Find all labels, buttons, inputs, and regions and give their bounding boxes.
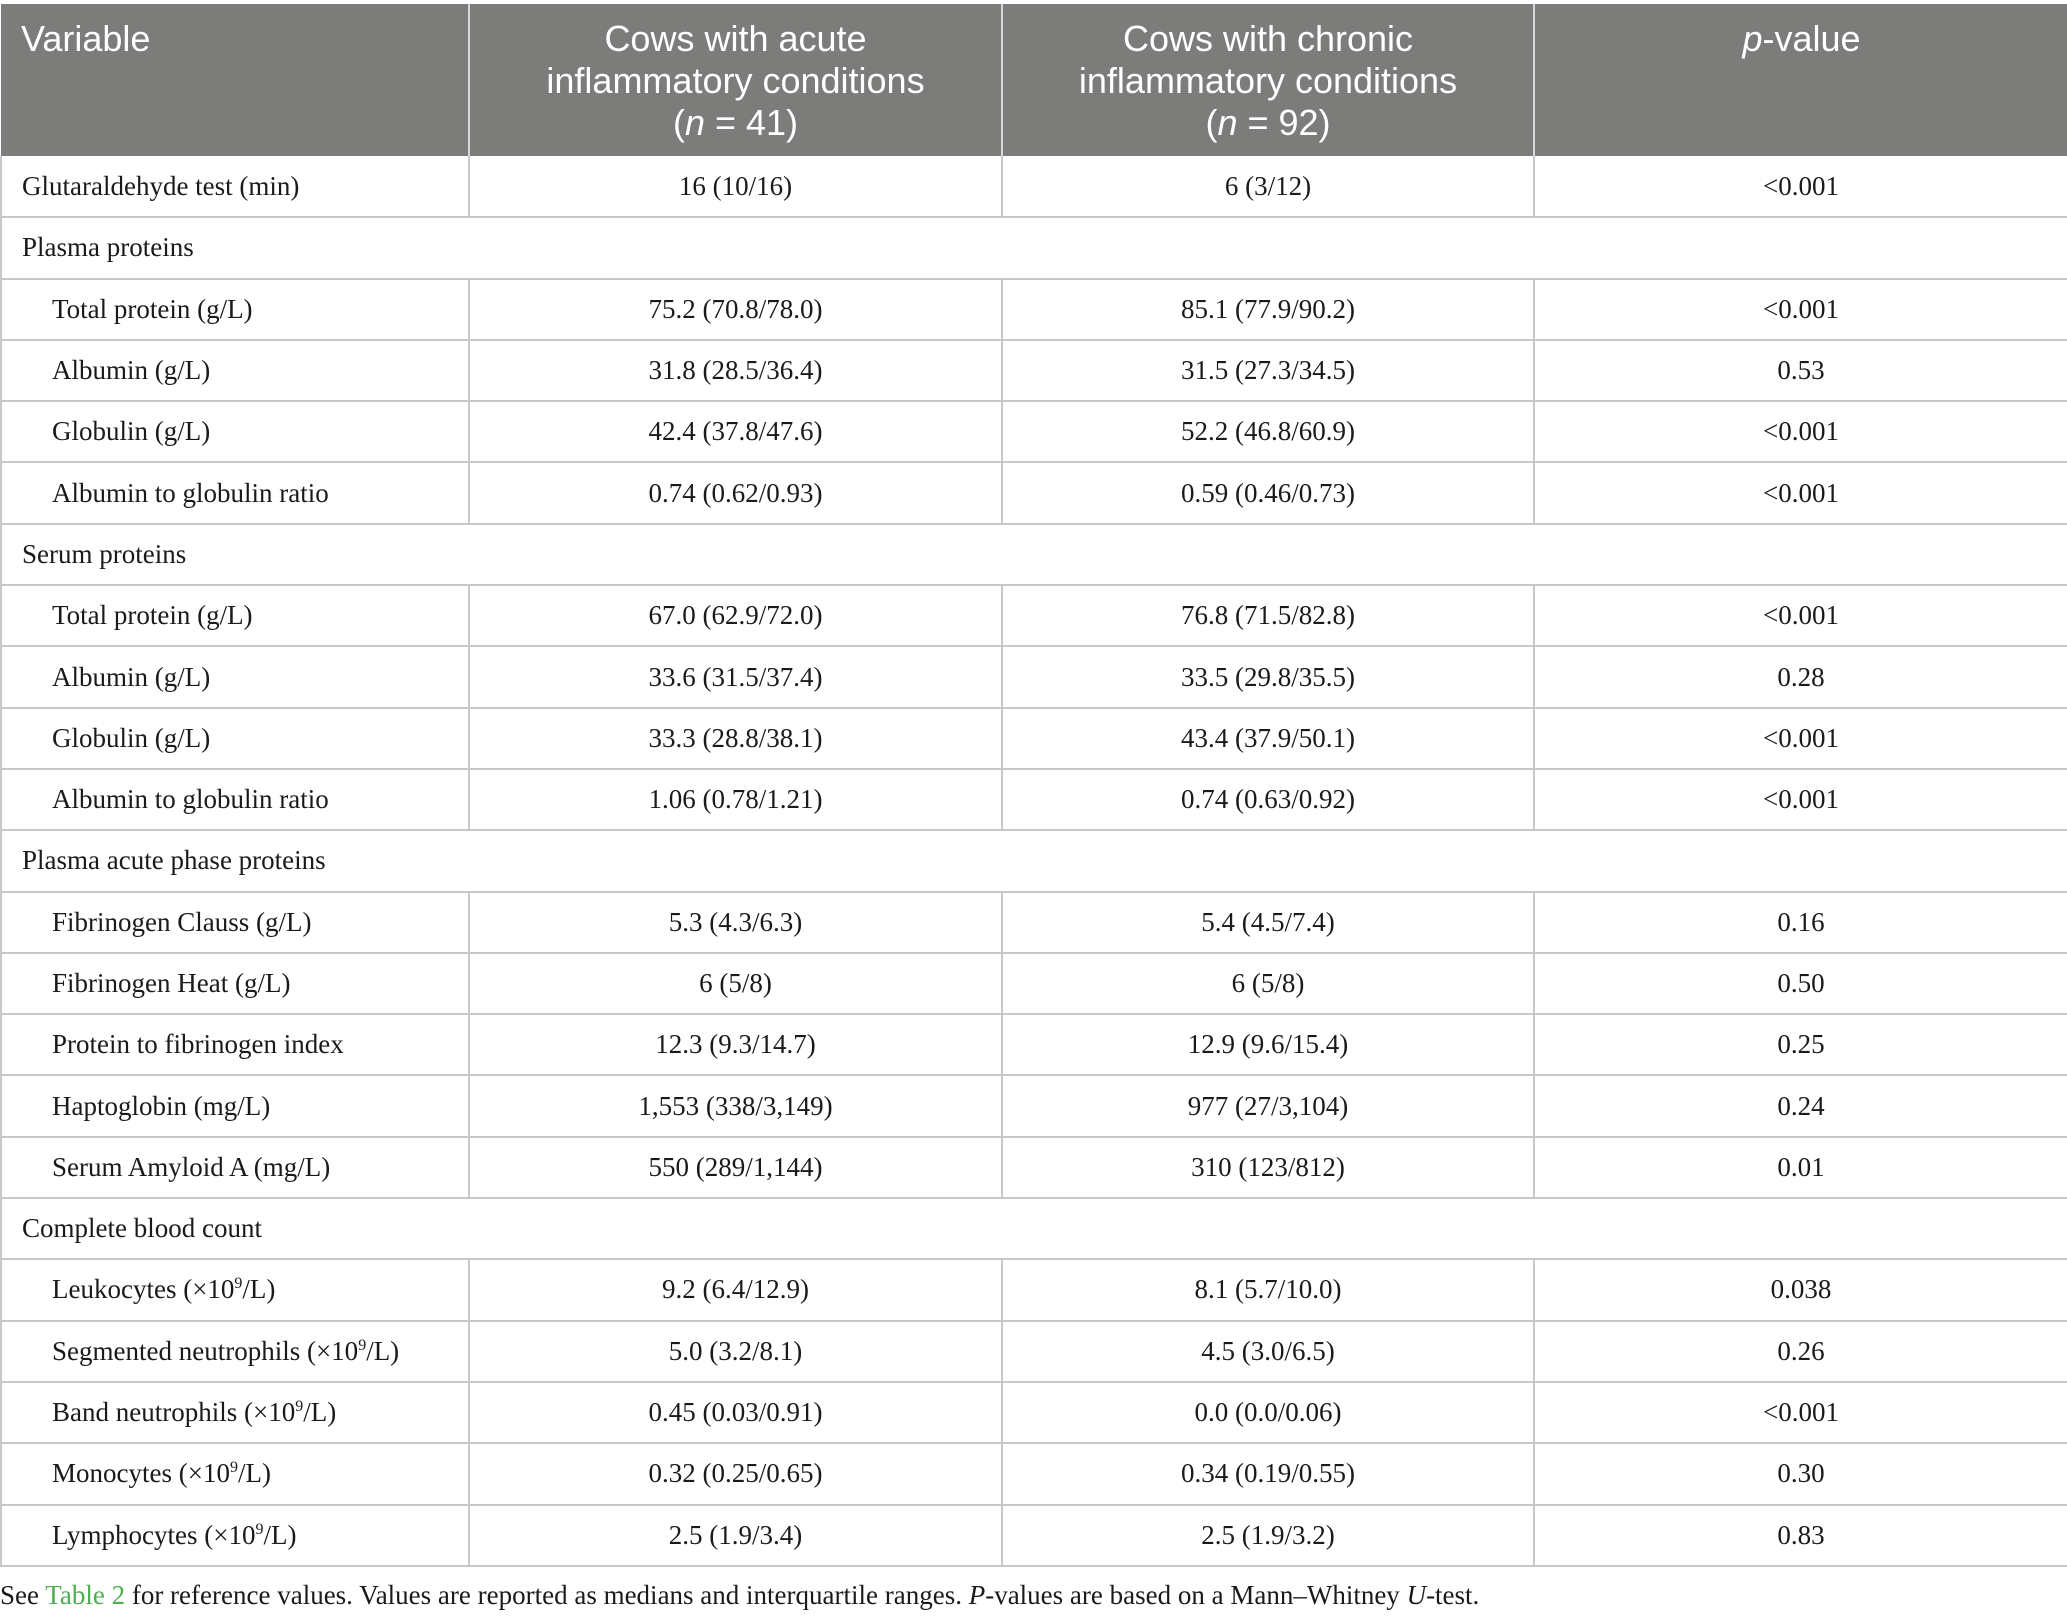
header-acute-line2: inflammatory conditions [546,60,925,101]
row-label: Fibrinogen Heat (g/L) [1,953,469,1014]
acute-value: 75.2 (70.8/78.0) [469,279,1002,340]
label-text: Leukocytes (×10 [52,1274,235,1305]
row-label: Albumin (g/L) [1,340,469,401]
footnote-text-1: for reference values. Values are reported as medians and interquartile ranges. [125,1580,969,1610]
acute-value: 31.8 (28.5/36.4) [469,340,1002,401]
p-value: 0.16 [1534,892,2067,953]
row-label: Albumin to globulin ratio [1,769,469,830]
data-table-container [0,4,2067,1567]
label-text: Band neutrophils (×10 [52,1397,296,1428]
footnote-p: P [968,1580,986,1610]
section-serum-proteins: Serum proteins [1,524,2067,585]
row-label: Total protein (g/L) [1,585,469,646]
label-text: Lymphocytes (×10 [52,1519,256,1550]
chronic-value: 43.4 (37.9/50.1) [1002,708,1534,769]
label-unit: /L) [366,1335,400,1366]
header-variable [1,4,469,156]
row-label [1,1382,469,1443]
chronic-value: 977 (27/3,104) [1002,1075,1534,1136]
chronic-value: 0.59 (0.46/0.73) [1002,462,1534,523]
acute-value: 33.6 (31.5/37.4) [469,646,1002,707]
row-label [1,1443,469,1504]
label-superscript: 9 [234,1275,243,1293]
row-label: Fibrinogen Clauss (g/L) [1,892,469,953]
section-complete-blood-count: Complete blood count [1,1198,2067,1259]
acute-value: 5.0 (3.2/8.1) [469,1321,1002,1382]
row-label [1,1321,469,1382]
footnote-u: U [1406,1580,1427,1610]
chronic-value: 0.34 (0.19/0.55) [1002,1443,1534,1504]
chronic-value: 4.5 (3.0/6.5) [1002,1321,1534,1382]
header-acute-n-suffix: = 41) [704,102,799,143]
acute-value: 2.5 (1.9/3.4) [469,1505,1002,1566]
p-value: 0.83 [1534,1505,2067,1566]
section-plasma-proteins: Plasma proteins [1,217,2067,278]
chronic-value: 76.8 (71.5/82.8) [1002,585,1534,646]
table-row [1,462,2067,523]
p-value: 0.25 [1534,1014,2067,1075]
table-row [1,1443,2067,1504]
row-label: Albumin (g/L) [1,646,469,707]
p-value: 0.26 [1534,1321,2067,1382]
table-row [1,340,2067,401]
acute-value: 1.06 (0.78/1.21) [469,769,1002,830]
p-value: <0.001 [1534,156,2067,217]
section-acute-phase-proteins: Plasma acute phase proteins [1,830,2067,891]
p-value: 0.30 [1534,1443,2067,1504]
row-label [1,1505,469,1566]
chronic-value: 6 (5/8) [1002,953,1534,1014]
p-value: <0.001 [1534,708,2067,769]
header-chronic-n-prefix: ( [1205,102,1218,143]
row-label: Globulin (g/L) [1,401,469,462]
p-value: <0.001 [1534,462,2067,523]
table-row [1,1259,2067,1320]
row-label: Serum Amyloid A (mg/L) [1,1137,469,1198]
p-value: 0.28 [1534,646,2067,707]
table-footnote [0,1580,2067,1611]
table-row [1,1014,2067,1075]
table-row [1,279,2067,340]
header-chronic-line2: inflammatory conditions [1078,60,1458,101]
label-unit: /L) [263,1519,297,1550]
chronic-value: 0.74 (0.63/0.92) [1002,769,1534,830]
section-row [1,830,2067,891]
chronic-value: 52.2 (46.8/60.9) [1002,401,1534,462]
chronic-value: 85.1 (77.9/90.2) [1002,279,1534,340]
header-chronic-n: n [1217,102,1238,143]
header-acute [469,4,1002,156]
header-acute-line1: Cows with acute [604,18,867,59]
table-row [1,1075,2067,1136]
acute-value: 12.3 (9.3/14.7) [469,1014,1002,1075]
row-label [1,1259,469,1320]
acute-value: 0.32 (0.25/0.65) [469,1443,1002,1504]
chronic-value: 12.9 (9.6/15.4) [1002,1014,1534,1075]
label-superscript: 9 [255,1520,264,1538]
footnote-see: See [0,1580,46,1610]
section-row [1,1198,2067,1259]
acute-value: 42.4 (37.8/47.6) [469,401,1002,462]
section-row [1,217,2067,278]
p-value: 0.50 [1534,953,2067,1014]
table-row [1,769,2067,830]
row-label: Globulin (g/L) [1,708,469,769]
table-header [1,4,2067,156]
p-value: <0.001 [1534,1382,2067,1443]
chronic-value: 33.5 (29.8/35.5) [1002,646,1534,707]
p-value: <0.001 [1534,769,2067,830]
label-text: Segmented neutrophils (×10 [52,1335,359,1366]
p-value: 0.01 [1534,1137,2067,1198]
header-acute-n: n [684,102,705,143]
table-row [1,1505,2067,1566]
p-value: 0.53 [1534,340,2067,401]
header-chronic-line1: Cows with chronic [1122,18,1414,59]
table-row [1,1382,2067,1443]
acute-value: 0.74 (0.62/0.93) [469,462,1002,523]
header-acute-n-prefix: ( [672,102,685,143]
acute-value: 33.3 (28.8/38.1) [469,708,1002,769]
acute-value: 9.2 (6.4/12.9) [469,1259,1002,1320]
chronic-value: 6 (3/12) [1002,156,1534,217]
chronic-value: 0.0 (0.0/0.06) [1002,1382,1534,1443]
table-row [1,646,2067,707]
label-text: Monocytes (×10 [52,1458,230,1489]
row-label: Albumin to globulin ratio [1,462,469,523]
table-row [1,708,2067,769]
table-row [1,401,2067,462]
label-unit: /L) [237,1458,271,1489]
table-2-link[interactable]: Table 2 [45,1580,126,1610]
table-body [1,156,2067,1566]
label-superscript: 9 [295,1398,304,1416]
chronic-value: 8.1 (5.7/10.0) [1002,1259,1534,1320]
label-superscript: 9 [358,1336,367,1354]
footnote-text-3: -test. [1426,1580,1480,1610]
p-value: <0.001 [1534,279,2067,340]
chronic-value: 5.4 (4.5/7.4) [1002,892,1534,953]
section-row [1,524,2067,585]
table-row [1,953,2067,1014]
footnote-text-2: -values are based on a Mann–Whitney [985,1580,1407,1610]
p-value: <0.001 [1534,401,2067,462]
label-superscript: 9 [229,1459,238,1477]
p-value: 0.038 [1534,1259,2067,1320]
chronic-value: 2.5 (1.9/3.2) [1002,1505,1534,1566]
row-label: Haptoglobin (mg/L) [1,1075,469,1136]
header-p-suffix: -value [1762,18,1861,59]
acute-value: 16 (10/16) [469,156,1002,217]
table-row [1,1321,2067,1382]
table-row [1,892,2067,953]
table-row [1,156,2067,217]
acute-value: 67.0 (62.9/72.0) [469,585,1002,646]
p-value: <0.001 [1534,585,2067,646]
label-unit: /L) [242,1274,276,1305]
header-variable-text: Variable [21,18,151,59]
results-table [0,4,2067,1567]
row-label: Total protein (g/L) [1,279,469,340]
acute-value: 1,553 (338/3,149) [469,1075,1002,1136]
acute-value: 6 (5/8) [469,953,1002,1014]
row-label: Glutaraldehyde test (min) [1,156,469,217]
acute-value: 0.45 (0.03/0.91) [469,1382,1002,1443]
header-p: p [1742,18,1763,59]
chronic-value: 310 (123/812) [1002,1137,1534,1198]
acute-value: 5.3 (4.3/6.3) [469,892,1002,953]
p-value: 0.24 [1534,1075,2067,1136]
header-p-value [1534,4,2067,156]
table-row [1,1137,2067,1198]
row-label: Protein to fibrinogen index [1,1014,469,1075]
label-unit: /L) [303,1397,337,1428]
header-chronic-n-suffix: = 92) [1237,102,1331,143]
acute-value: 550 (289/1,144) [469,1137,1002,1198]
chronic-value: 31.5 (27.3/34.5) [1002,340,1534,401]
table-row [1,585,2067,646]
header-chronic [1002,4,1534,156]
